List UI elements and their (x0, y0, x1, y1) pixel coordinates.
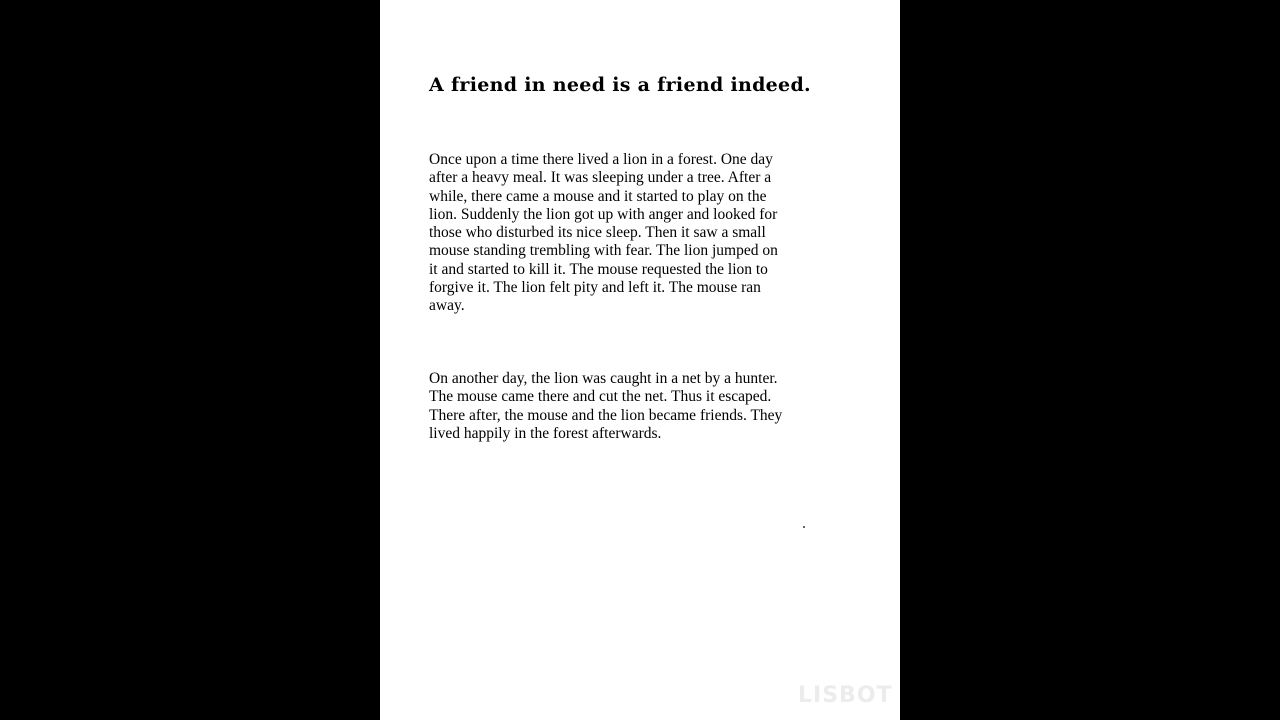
paragraph-line: Once upon a time there lived a lion in a forest. One day (429, 151, 773, 168)
paragraph-line: On another day, the lion was caught in a net by a hunter. (429, 370, 778, 387)
paragraph-line: lived happily in the forest afterwards. (429, 424, 662, 442)
paragraph-line: while, there came a mouse and it started to play on the (429, 187, 767, 205)
story-title: A friend in need is a friend indeed. (429, 74, 811, 96)
stray-dot (803, 526, 805, 528)
paragraph-line: mouse standing trembling with fear. The lion jumped on (429, 242, 778, 260)
paragraph-line: lion. Suddenly the lion got up with anger and looked for (429, 205, 778, 223)
document-page (380, 0, 900, 720)
paragraph-line: it and started to kill it. The mouse requested the lion to (429, 260, 768, 278)
paragraph-line: away. (429, 297, 465, 315)
story-paragraph-2 (429, 370, 782, 443)
paragraph-line: forgive it. The lion felt pity and left it. The mouse ran (429, 279, 761, 297)
watermark-logo: LISBOT (798, 683, 893, 708)
paragraph-line: There after, the mouse and the lion became friends. They (429, 406, 783, 424)
paragraph-line: The mouse came there and cut the net. Thus it escaped. (429, 388, 772, 406)
paragraph-line: after a heavy meal. It was sleeping under a tree. After a (429, 169, 772, 187)
story-paragraph-1 (429, 151, 778, 316)
paragraph-line: those who disturbed its nice sleep. Then it saw a small (429, 224, 766, 242)
